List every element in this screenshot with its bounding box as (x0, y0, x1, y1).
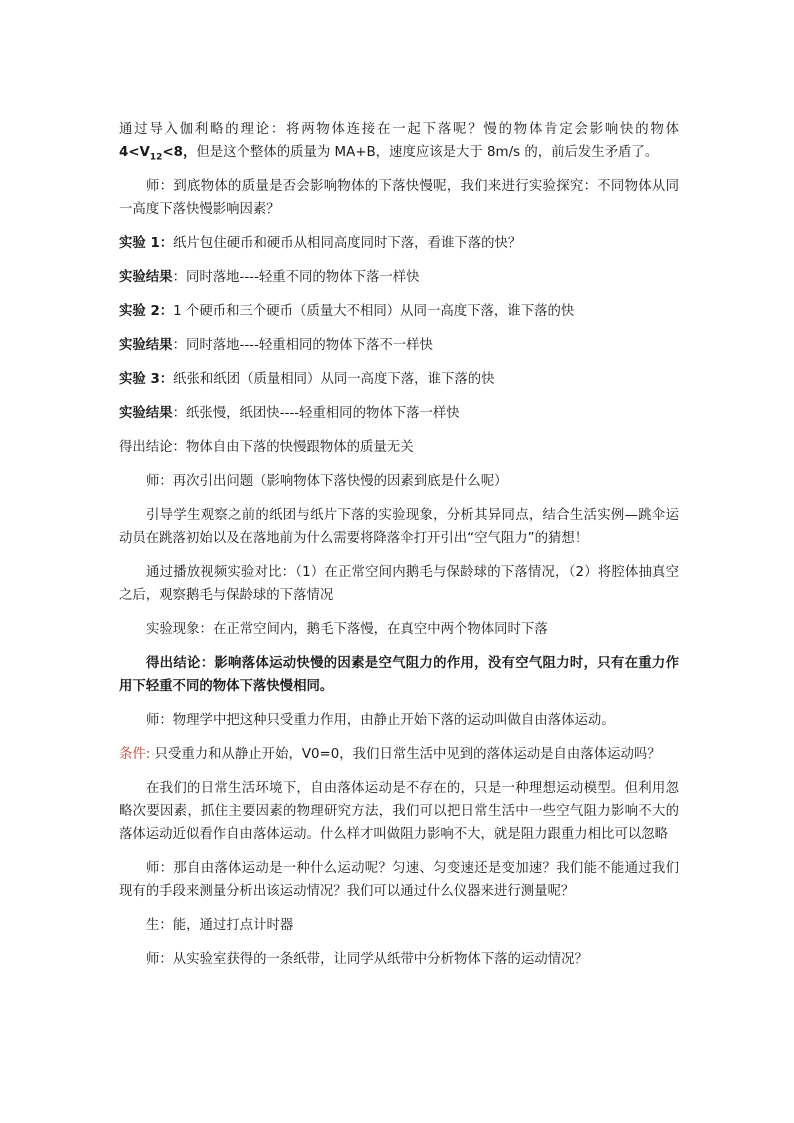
result-3-label: 实验结果 (119, 406, 173, 421)
paragraph-video: 通过播放视频实验对比：（1）在正常空间内鹅毛与保龄球的下落情况，（2）将腔体抽真空之后，观察鹅毛与保龄球的下落情况 (119, 565, 679, 603)
result-2 (119, 334, 679, 357)
paragraph-definition: 师：物理学中把这种只受重力作用，由静止开始下落的运动叫做自由落体运动。 (146, 713, 615, 728)
result-2-text: ：同时落地----轻重相同的物体下落不一样快 (172, 338, 433, 353)
document-body (119, 118, 679, 982)
experiment-2-label: 实验 2： (119, 304, 174, 319)
condition-text: 只受重力和从静止开始，V0=0，我们日常生活中见到的落体运动是自由落体运动吗？ (150, 747, 661, 762)
conclusion-mass: 得出结论：物体自由下落的快慢跟物体的质量无关 (119, 440, 414, 455)
paragraph-galileo (119, 118, 679, 164)
condition-label: 条件: (119, 747, 151, 762)
paragraph-daily-life: 在我们的日常生活环境下，自由落体运动是不存在的，只是一种理想运动模型。但利用忽略次要因素，抓住主要因素的物理研究方法，我们可以把日常生活中一些空气阻力影响不大的落体运动近似看作自由落体运动。什么样才叫做阻力影响不大，就是阻力跟重力相比可以忽略 (119, 781, 679, 842)
galileo-line-2: 但是这个整体的质量为 MA+B，速度应该是大于 8m/s 的，前后发生矛盾了。 (196, 145, 659, 160)
result-2-label: 实验结果 (119, 338, 173, 353)
paragraph-question: 师：再次引出问题（影响物体下落快慢的因素到底是什么呢） (146, 474, 508, 489)
experiment-2 (119, 300, 679, 323)
result-3-text: ：纸张慢，纸团快----轻重相同的物体下落一样快 (172, 406, 460, 421)
experiment-3-label: 实验 3： (119, 372, 174, 387)
experiment-3-text: 纸张和纸团（质量相同）从同一高度下落，谁下落的快 (173, 372, 495, 387)
experiment-3 (119, 368, 679, 391)
experiment-2-text: 1 个硬币和三个硬币（质量大不相同）从同一高度下落，谁下落的快 (173, 304, 575, 319)
experiment-1 (119, 232, 679, 255)
paragraph-condition (119, 743, 679, 766)
experiment-1-label: 实验 1： (119, 236, 174, 251)
result-1-text: ：同时落地----轻重不同的物体下落一样快 (172, 270, 420, 285)
paragraph-phenomenon: 实验现象：在正常空间内，鹅毛下落慢，在真空中两个物体同时下落 (146, 622, 548, 637)
result-1-label: 实验结果 (119, 270, 173, 285)
paragraph-teacher-question: 师：那自由落体运动是一种什么运动呢？匀速、匀变速还是变加速？我们能不能通过我们现有的手段来测量分析出该运动情况？我们可以通过什么仪器来进行测量呢？ (119, 861, 679, 899)
experiment-1-text: 纸片包住硬币和硬币从相同高度同时下落，看谁下落的快？ (173, 236, 522, 251)
result-1 (119, 266, 679, 289)
paragraph-paper-tape: 师：从实验室获得的一条纸带，让同学从纸带中分析物体下落的运动情况？ (146, 952, 588, 967)
conclusion-air-resistance: 得出结论：影响落体运动快慢的因素是空气阻力的作用，没有空气阻力时，只有在重力作用下轻重不同的物体下落快慢相同。 (119, 656, 679, 694)
paragraph-teacher-inquiry: 师：到底物体的质量是否会影响物体的下落快慢呢，我们来进行实验探究：不同物体从同一高度下落快慢影响因素？ (119, 179, 679, 217)
paragraph-guide: 引导学生观察之前的纸团与纸片下落的实验现象，分析其异同点，结合生活实例—跳伞运动员在跳落初始以及在落地前为什么需要将降落伞打开引出“空气阻力”的猜想！ (119, 508, 679, 546)
paragraph-student-answer: 生：能，通过打点计时器 (146, 918, 294, 933)
galileo-line-1: 通过导入伽利略的理论：将两物体连接在一起下落呢？慢的物体肯定会影响快的物体 (119, 122, 679, 137)
result-3 (119, 402, 679, 425)
velocity-range: $4<V_{12}<8$， (119, 145, 197, 163)
